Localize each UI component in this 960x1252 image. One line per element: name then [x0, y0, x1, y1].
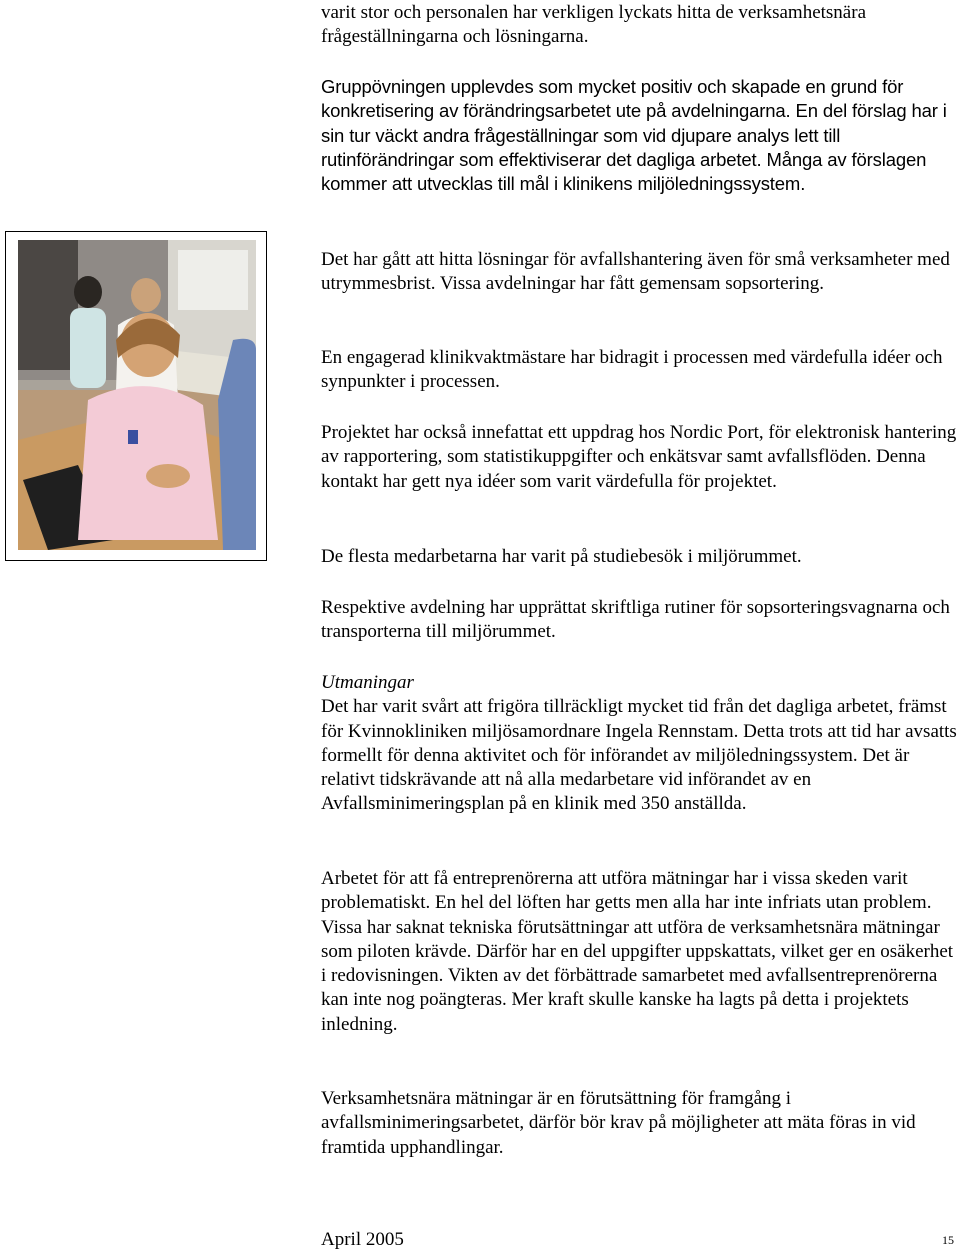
paragraph-routines [321, 596, 957, 645]
paragraph-2: Gruppövningen upplevdes som mycket positiv och skapade en grund för konkretisering av förändringsarbetet ute på avdelningarna. En del förslag har i sin tur väckt andra frågeställningar som vid djupare analys lett till rutinförändringar som effektiviserar det dagliga arbetet. Många av förslagen kommer att utvecklas till mål i klinikens miljöledningssystem. [321, 76, 947, 195]
section-challenges [321, 671, 957, 817]
paragraph-7: Respektive avdelning har upprättat skriftliga rutiner för sopsorteringsvagnarna och transporterna till miljörummet. [321, 597, 950, 643]
paragraph-6: De flesta medarbetarna har varit på studiebesök i miljörummet. [321, 546, 802, 567]
section-heading: Utmaningar [321, 672, 414, 693]
paragraph-intro-continuation [321, 1, 957, 50]
staff-photo-illustration [18, 240, 256, 550]
paragraph-8: Det har varit svårt att frigöra tillräckligt mycket tid från det dagliga arbetet, främst för Kvinnokliniken miljösamordnare Ingela Rennstam. Detta trots att tid har avsatts formellt för denna aktivitet och för införandet av miljöledningssystem. Det är relativt tidskrävande att nå alla medarbetare vid införandet av en Avfallsminimeringsplan på en klinik med 350 anställda. [321, 696, 957, 815]
staff-photo [18, 240, 256, 550]
paragraph-waste-solutions [321, 248, 957, 297]
paragraph-janitor [321, 346, 957, 395]
photo-frame [5, 231, 267, 561]
page-number: 15 [942, 1233, 954, 1247]
paragraph-9: Arbetet för att få entreprenörerna att utföra mätningar har i vissa skeden varit problematiskt. En hel del löften har getts men alla har inte infriats utan problem. Vissa har saknat tekniska förutsättningar att utföra de verksamhetsnära mätningar som piloten krävde. Därför har en del uppgifter uppskattats, vilket ger en osäkerhet i redovisningen. Vikten av det förbättrade samarbetet med avfallsentreprenörerna kan inte nog poängteras. Mer kraft skulle kanske ha lagts på detta i projektets inledning. [321, 868, 954, 1035]
paragraph-3: Det har gått att hitta lösningar för avfallshantering även för små verksamheter med utrymmesbrist. Vissa avdelningar har fått gemensam sopsortering. [321, 249, 950, 295]
paragraph-group-exercise [321, 75, 957, 196]
footer-date: April 2005 [321, 1229, 404, 1250]
paragraph-10: Verksamhetsnära mätningar är en förutsättning för framgång i avfallsminimeringsarbetet, därför bör krav på möjligheter att mäta föras in vid framtida upphandlingar. [321, 1088, 916, 1158]
paragraph-nordic-port [321, 421, 957, 494]
paragraph-contractors [321, 867, 957, 1037]
paragraph-1: varit stor och personalen har verkligen lyckats hitta de verksamhetsnära frågeställningarna och lösningarna. [321, 2, 866, 48]
paragraph-4: En engagerad klinikvaktmästare har bidragit i processen med värdefulla idéer och synpunkter i processen. [321, 347, 943, 393]
paragraph-5: Projektet har också innefattat ett uppdrag hos Nordic Port, för elektronisk hantering av rapportering, som statistikuppgifter och enkätsvar samt avfallsflöden. Denna kontakt har gett nya idéer som varit värdefulla för projektet. [321, 422, 957, 492]
paragraph-study-visit [321, 545, 957, 569]
paragraph-measurements [321, 1087, 957, 1160]
